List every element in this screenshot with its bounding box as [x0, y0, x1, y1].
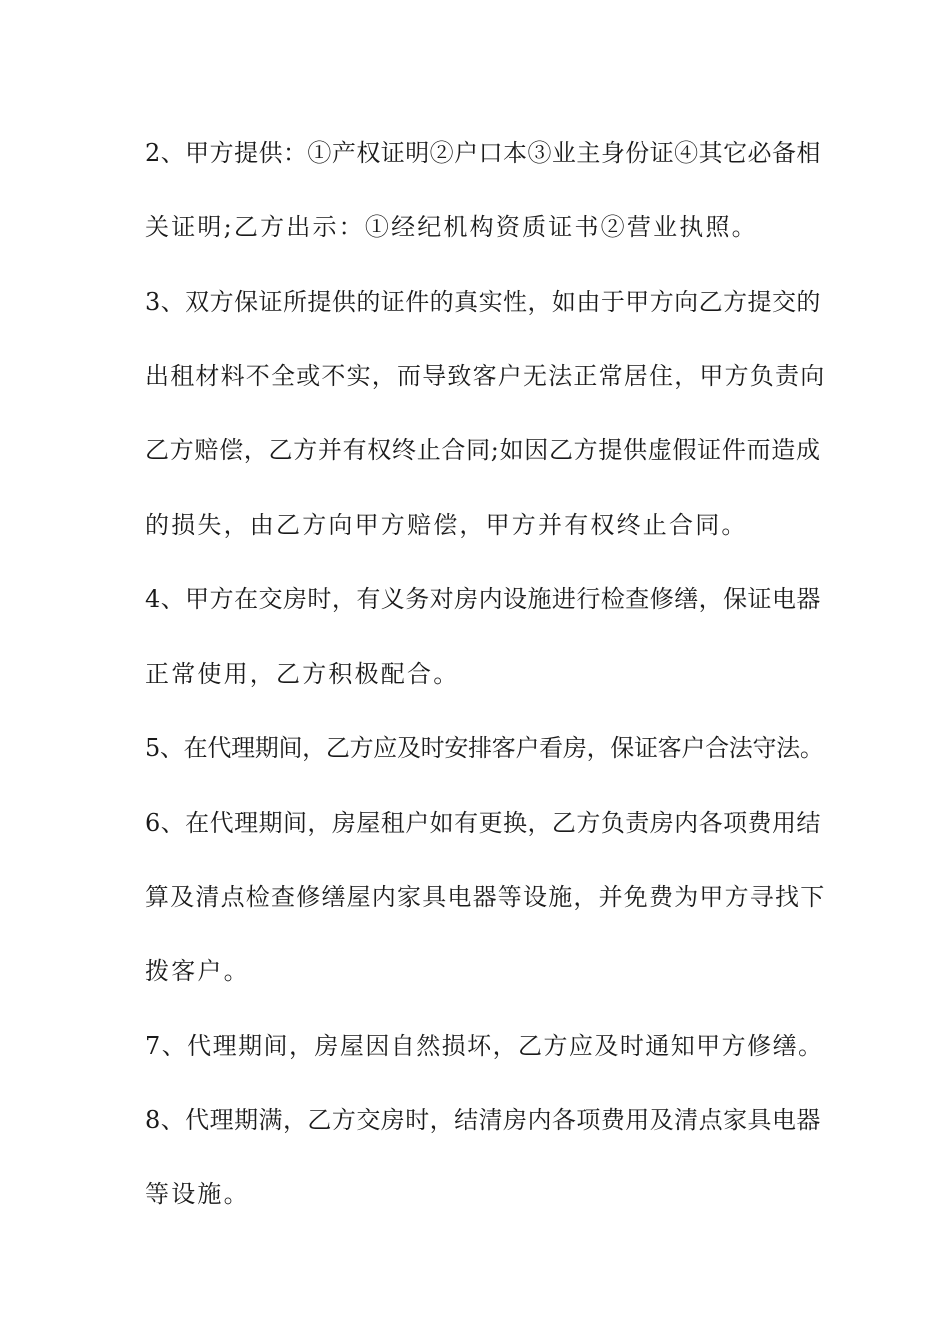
text-line: 的损失，由乙方向甲方赔偿，甲方并有权终止合同。 — [145, 511, 748, 539]
text-line: 乙方赔偿，乙方并有权终止合同;如因乙方提供虚假证件而造成 — [145, 436, 821, 464]
text-line: 出租材料不全或不实，而导致客户无法正常居住，甲方负责向 — [145, 362, 826, 390]
text-line: 8、代理期满，乙方交房时，结清房内各项费用及清点家具电器 — [145, 1106, 821, 1134]
text-line: 3、双方保证所提供的证件的真实性，如由于甲方向乙方提交的 — [145, 288, 821, 316]
text-line: 拨客户。 — [145, 957, 250, 985]
text-line: 5、在代理期间，乙方应及时安排客户看房，保证客户合法守法。 — [145, 734, 824, 762]
text-line: 4、甲方在交房时，有义务对房内设施进行检查修缮，保证电器 — [145, 585, 821, 613]
text-line: 等设施。 — [145, 1180, 250, 1208]
text-line: 6、在代理期间，房屋租户如有更换，乙方负责房内各项费用结 — [145, 809, 821, 837]
text-line: 正常使用，乙方积极配合。 — [145, 660, 460, 688]
text-line: 7、代理期间，房屋因自然损坏，乙方应及时通知甲方修缮。 — [145, 1032, 824, 1060]
text-line: 关证明;乙方出示：①经纪机构资质证书②营业执照。 — [145, 213, 758, 241]
text-line: 2、甲方提供：①产权证明②户口本③业主身份证④其它必备相 — [145, 139, 821, 167]
text-line: 算及清点检查修缮屋内家具电器等设施，并免费为甲方寻找下 — [145, 883, 826, 911]
